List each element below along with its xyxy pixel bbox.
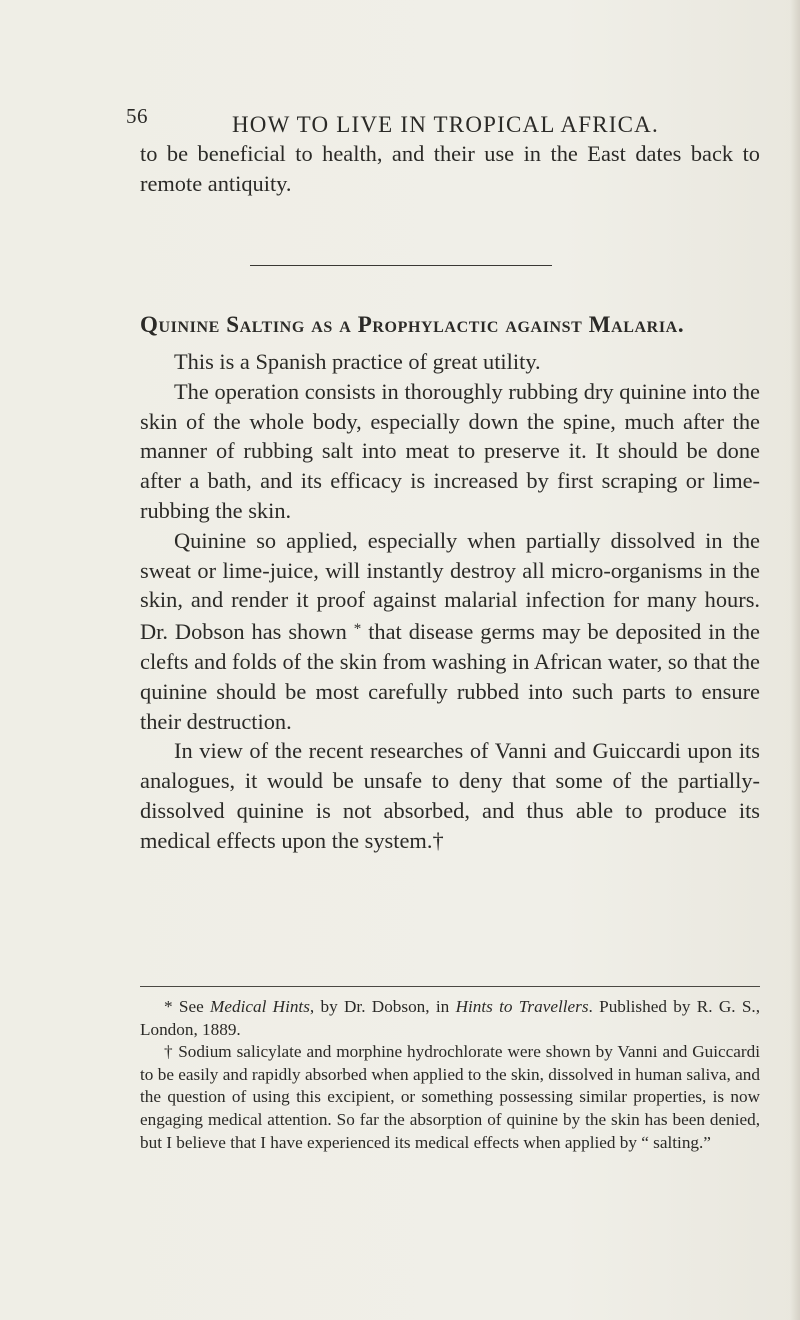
footnote-1-mid: , by Dr. Dobson, in [309, 997, 456, 1016]
section-divider [250, 265, 552, 266]
paragraph-3-text-b: that disease germs may be deposited in the clefts and folds of the skin from washing in African water, so that the quinine should be most carefully rubbed into such parts to ensure their destruction. [140, 619, 760, 734]
footnote-mark-dagger: † [432, 827, 444, 853]
paragraph-1: This is a Spanish practice of great utility. [174, 349, 541, 374]
page-edge-shadow [790, 0, 800, 1320]
section-body [140, 347, 760, 856]
paragraph-2: The operation consists in thoroughly rubbing dry quinine into the skin of the whole body, especially down the spine, much after the manner of rubbing salt into meat to preserve it. It should be done after a bath, and its efficacy is increased by first scraping or lime-rubbing the skin. [140, 378, 760, 523]
footnote-mark-asterisk: * [353, 621, 362, 638]
footnote-1-title-medical-hints: Medical Hints [210, 997, 310, 1016]
footnote-1-title-hints-to-travellers: Hints to Travellers [455, 997, 589, 1016]
section-title: Quinine Salting as a Prophylactic against Malaria. [140, 312, 685, 337]
paragraph-4-text: In view of the recent researches of Vanni and Guiccardi upon its analogues, it would be unsafe to deny that some of the partially-dissolved quinine is not absorbed, and thus able to produce its medical effects upon the system. [140, 738, 760, 853]
paragraph-3 [140, 526, 760, 737]
footnote-rule [140, 986, 760, 987]
intro-paragraph: to be beneficial to health, and their use in the East dates back to remote antiquity. [140, 141, 760, 196]
footnote-2: † Sodium salicylate and morphine hydrochlorate were shown by Vanni and Guiccardi to be easily and rapidly absorbed when applied to the skin, dissolved in human saliva, and the question of using this excipient, or something possessing similar properties, is now engaging medical attention. So far the absorption of quinine by the skin has been denied, but I believe that I have experienced its medical effects when applied by “ salting.” [140, 1042, 760, 1152]
footnote-1-lead: * See [164, 997, 211, 1016]
page-number: 56 [126, 104, 148, 128]
footnotes [140, 996, 760, 1154]
page-header [0, 104, 800, 140]
footnote-1-end: . Published by R. G. S., London, 1889. [140, 997, 760, 1039]
running-head: HOW TO LIVE IN TROPICAL AFRICA. [232, 112, 659, 137]
paragraph-3-text-a: Quinine so applied, especially when partially dissolved in the sweat or lime-juice, will instantly destroy all micro-organisms in the skin, and render it proof against malarial infection for many hours. Dr. Dobson has shown [140, 527, 760, 645]
footnote-1 [140, 996, 760, 1041]
paragraph-4 [140, 736, 760, 855]
